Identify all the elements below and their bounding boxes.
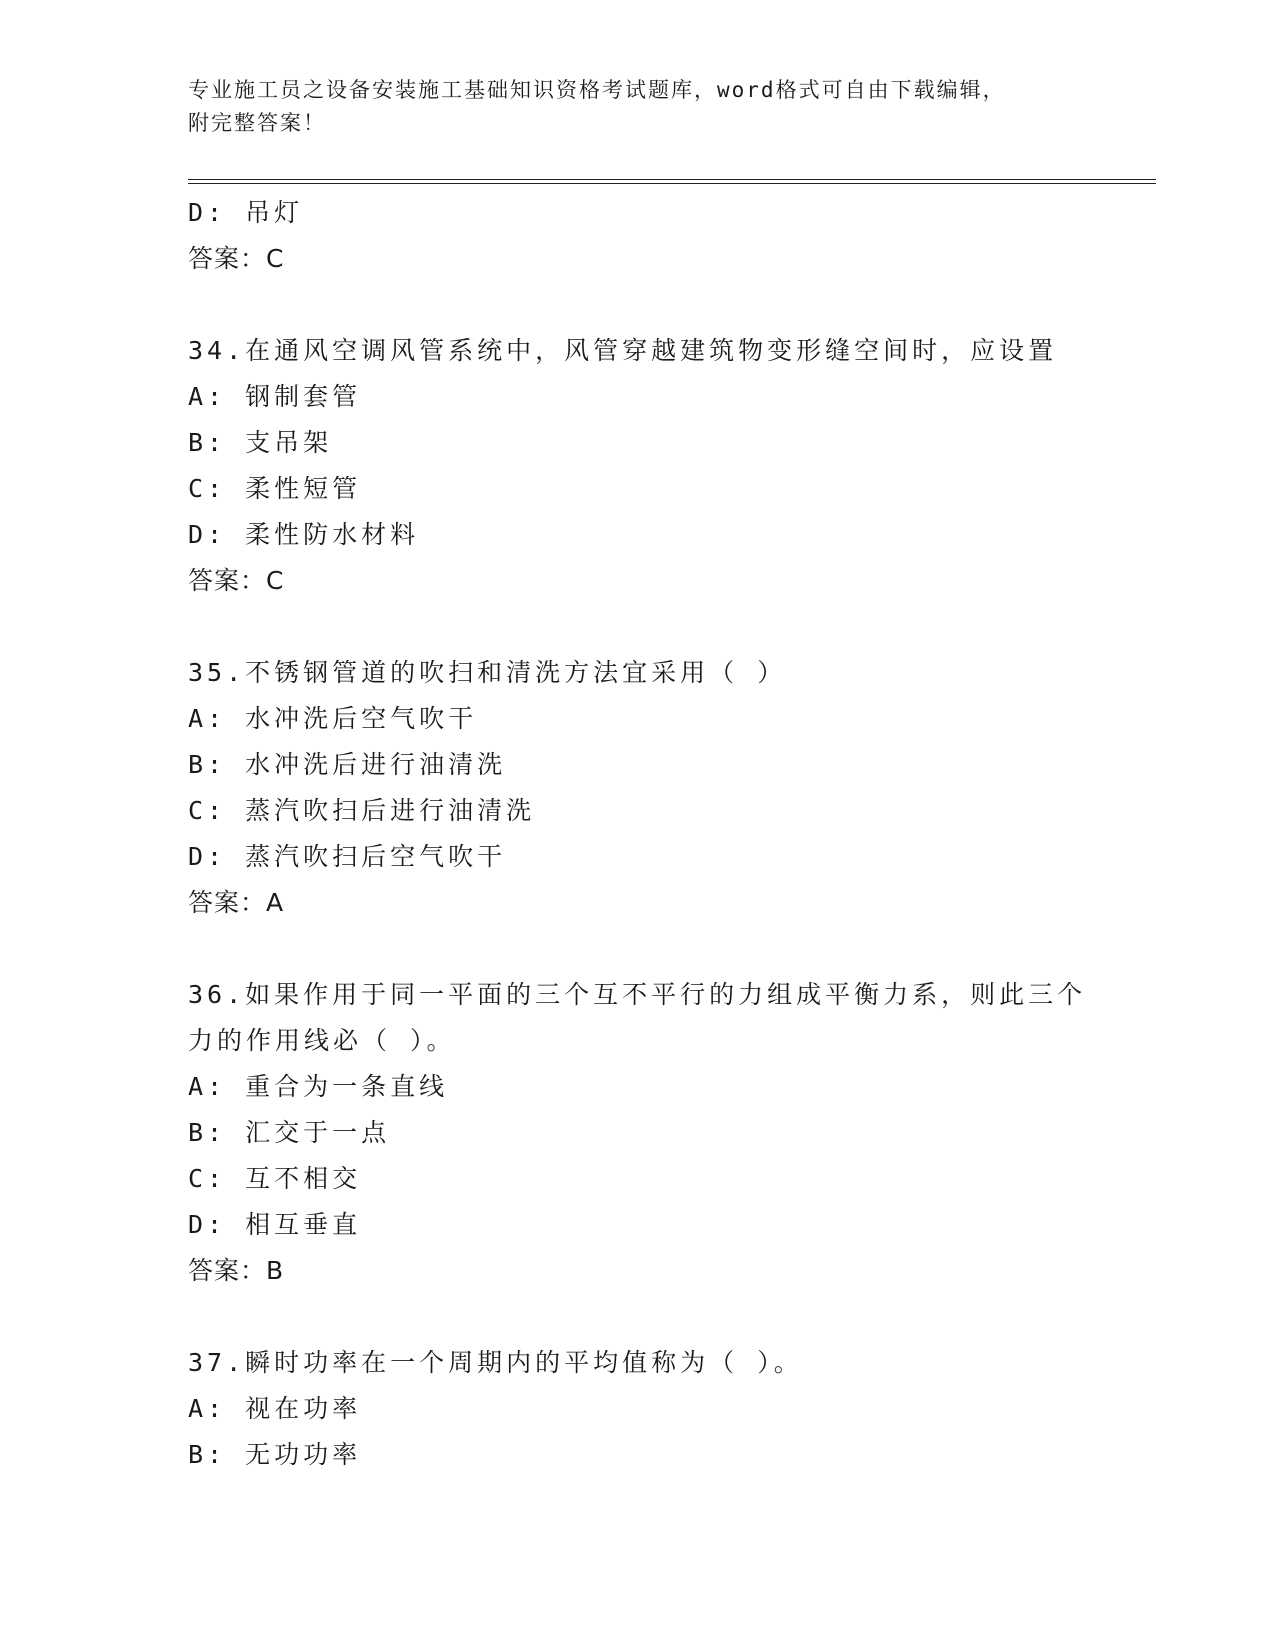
- option-a: A: 水冲洗后空气吹干: [188, 704, 478, 733]
- header-line-2: 附完整答案！: [188, 111, 326, 135]
- document-header: [188, 74, 1088, 140]
- option-d: D: 柔性防水材料: [188, 520, 420, 549]
- option-b: B: 汇交于一点: [188, 1118, 391, 1147]
- spacer: [188, 604, 1088, 650]
- question-34: [188, 328, 1088, 604]
- header-divider-bottom: [188, 183, 1156, 184]
- spacer: [188, 282, 1088, 328]
- question-36: [188, 972, 1088, 1294]
- option-a: A: 视在功率: [188, 1394, 362, 1423]
- spacer: [188, 926, 1088, 972]
- answer-line: 答案：C: [188, 566, 285, 595]
- question-text: 34.在通风空调风管系统中，风管穿越建筑物变形缝空间时，应设置: [188, 336, 1058, 365]
- question-35: [188, 650, 1088, 926]
- option-a: A: 钢制套管: [188, 382, 362, 411]
- header-line-1: 专业施工员之设备安装施工基础知识资格考试题库，word格式可自由下载编辑，: [188, 78, 1006, 102]
- option-b: B: 无功功率: [188, 1440, 362, 1469]
- option-c: C: 蒸汽吹扫后进行油清洗: [188, 796, 536, 825]
- question-37: [188, 1340, 1088, 1478]
- option-d: D: 相互垂直: [188, 1210, 362, 1239]
- option-d: D: 吊灯: [188, 198, 304, 227]
- question-text-line-1: 36.如果作用于同一平面的三个互不平行的力组成平衡力系，则此三个: [188, 980, 1087, 1009]
- option-b: B: 水冲洗后进行油清洗: [188, 750, 507, 779]
- question-list: [188, 190, 1088, 1478]
- answer-line: 答案：A: [188, 888, 285, 917]
- option-b: B: 支吊架: [188, 428, 333, 457]
- question-text: 37.瞬时功率在一个周期内的平均值称为（ ）。: [188, 1348, 803, 1377]
- question-text: 35.不锈钢管道的吹扫和清洗方法宜采用（ ）: [188, 658, 787, 687]
- option-a: A: 重合为一条直线: [188, 1072, 449, 1101]
- option-c: C: 柔性短管: [188, 474, 362, 503]
- option-d: D: 蒸汽吹扫后空气吹干: [188, 842, 507, 871]
- answer-line: 答案：B: [188, 1256, 285, 1285]
- prev-question-tail: [188, 190, 1088, 282]
- header-divider-top: [188, 179, 1156, 180]
- question-text-line-2: 力的作用线必（ ）。: [188, 1026, 456, 1055]
- answer-line: 答案：C: [188, 244, 285, 273]
- spacer: [188, 1294, 1088, 1340]
- option-c: C: 互不相交: [188, 1164, 362, 1193]
